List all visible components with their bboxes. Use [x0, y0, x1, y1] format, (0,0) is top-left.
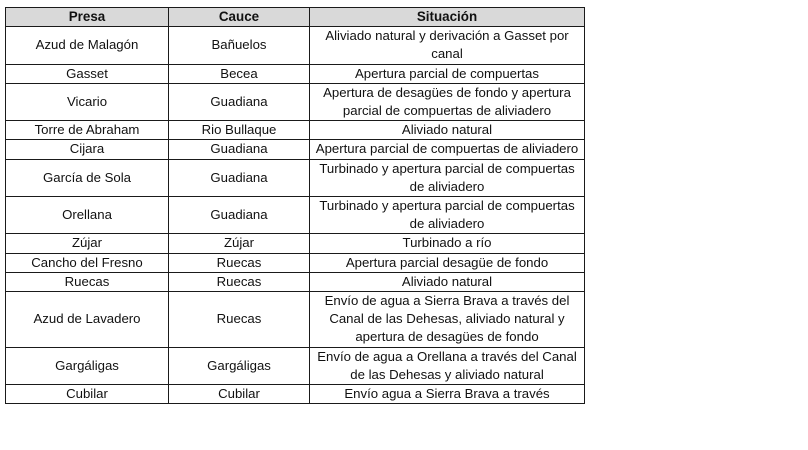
dam-status-table — [5, 7, 585, 404]
cell-presa: Torre de Abraham — [6, 121, 169, 140]
cell-cauce: Becea — [169, 64, 310, 83]
cell-cauce: Bañuelos — [169, 27, 310, 64]
cell-situacion: Aliviado natural — [310, 272, 585, 291]
table-row — [6, 347, 585, 384]
table-row — [6, 272, 585, 291]
cell-situacion: Aliviado natural — [310, 121, 585, 140]
cell-situacion: Aliviado natural y derivación a Gasset por canal — [310, 27, 585, 64]
cell-cauce: Guadiana — [169, 197, 310, 234]
cell-presa: Cancho del Fresno — [6, 253, 169, 272]
header-row — [6, 8, 585, 27]
cell-situacion: Turbinado a río — [310, 234, 585, 253]
column-header-situacion: Situación — [310, 8, 585, 27]
cell-presa: Orellana — [6, 197, 169, 234]
cell-situacion: Turbinado y apertura parcial de compuertas de aliviadero — [310, 197, 585, 234]
cell-cauce: Ruecas — [169, 253, 310, 272]
cell-situacion: Apertura parcial de compuertas de aliviadero — [310, 140, 585, 159]
cell-situacion: Apertura de desagües de fondo y apertura parcial de compuertas de aliviadero — [310, 83, 585, 120]
cell-situacion: Apertura parcial de compuertas — [310, 64, 585, 83]
cell-situacion: Envío de agua a Orellana a través del Canal de las Dehesas y aliviado natural — [310, 347, 585, 384]
table-row — [6, 385, 585, 404]
table-row — [6, 197, 585, 234]
cell-presa: Azud de Lavadero — [6, 292, 169, 348]
cell-presa: Gasset — [6, 64, 169, 83]
table-row — [6, 27, 585, 64]
cell-presa: Cijara — [6, 140, 169, 159]
cell-presa: Azud de Malagón — [6, 27, 169, 64]
table-row — [6, 64, 585, 83]
cell-presa: Cubilar — [6, 385, 169, 404]
table-row — [6, 159, 585, 196]
cell-situacion: Apertura parcial desagüe de fondo — [310, 253, 585, 272]
table-header — [6, 8, 585, 27]
table-row — [6, 234, 585, 253]
cell-presa: García de Sola — [6, 159, 169, 196]
cell-presa: Ruecas — [6, 272, 169, 291]
cell-cauce: Cubilar — [169, 385, 310, 404]
cell-presa: Vicario — [6, 83, 169, 120]
table-row — [6, 292, 585, 348]
cell-cauce: Ruecas — [169, 292, 310, 348]
table-body — [6, 27, 585, 404]
cell-presa: Gargáligas — [6, 347, 169, 384]
cell-situacion: Envío de agua a Sierra Brava a través del Canal de las Dehesas, aliviado natural y apertura de desagües de fondo — [310, 292, 585, 348]
cell-cauce: Ruecas — [169, 272, 310, 291]
cell-cauce: Guadiana — [169, 159, 310, 196]
cell-cauce: Guadiana — [169, 140, 310, 159]
table-row — [6, 83, 585, 120]
column-header-cauce: Cauce — [169, 8, 310, 27]
cell-cauce: Gargáligas — [169, 347, 310, 384]
cell-cauce: Rio Bullaque — [169, 121, 310, 140]
table-container — [5, 7, 585, 404]
cell-situacion: Turbinado y apertura parcial de compuertas de aliviadero — [310, 159, 585, 196]
table-row — [6, 253, 585, 272]
cell-presa: Zújar — [6, 234, 169, 253]
cell-cauce: Zújar — [169, 234, 310, 253]
table-row — [6, 121, 585, 140]
table-row — [6, 140, 585, 159]
cell-situacion: Envío agua a Sierra Brava a través — [310, 385, 585, 404]
cell-cauce: Guadiana — [169, 83, 310, 120]
column-header-presa: Presa — [6, 8, 169, 27]
